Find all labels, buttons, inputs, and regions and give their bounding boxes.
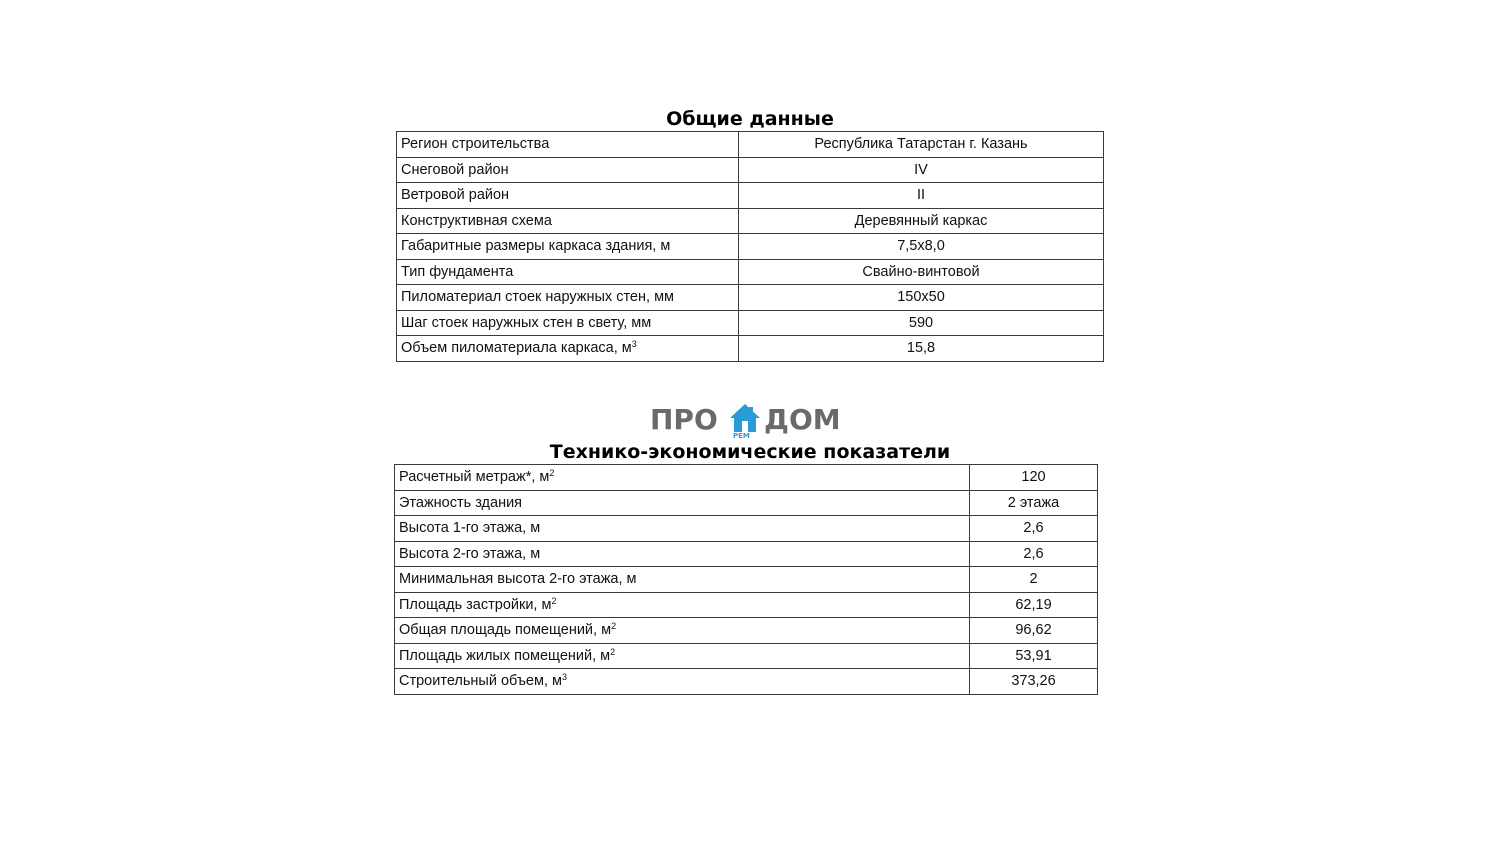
row-label: Тип фундамента bbox=[397, 259, 739, 285]
row-value: Деревянный каркас bbox=[739, 208, 1104, 234]
logo-text-left: ПРО bbox=[650, 403, 718, 436]
row-value: 590 bbox=[739, 310, 1104, 336]
row-label: Регион строительства bbox=[397, 132, 739, 158]
row-value: 120 bbox=[970, 465, 1098, 491]
table-row bbox=[397, 336, 1104, 362]
row-label: Строительный объем, $м^3$ bbox=[395, 669, 970, 695]
table-row bbox=[397, 132, 1104, 158]
unit-exponent: 3 bbox=[631, 339, 637, 350]
unit-exponent: 2 bbox=[551, 595, 557, 606]
row-value: 2 bbox=[970, 567, 1098, 593]
table-row bbox=[397, 259, 1104, 285]
logo-text-right: ДОМ bbox=[764, 403, 841, 436]
row-label: Ветровой район bbox=[397, 183, 739, 209]
row-label: Высота 2-го этажа, м bbox=[395, 541, 970, 567]
table-row bbox=[395, 618, 1098, 644]
row-label: Объем пиломатериала каркаса, $м^3$ bbox=[397, 336, 739, 362]
row-label: Площадь застройки, $м^2$ bbox=[395, 592, 970, 618]
table-row bbox=[395, 465, 1098, 491]
row-label: Общая площадь помещений, $м^2$ bbox=[395, 618, 970, 644]
prodom-logo bbox=[648, 402, 852, 442]
table-row bbox=[397, 208, 1104, 234]
row-label: Высота 1-го этажа, м bbox=[395, 516, 970, 542]
row-value: 7,5х8,0 bbox=[739, 234, 1104, 260]
row-value: Свайно-винтовой bbox=[739, 259, 1104, 285]
table-row bbox=[397, 285, 1104, 311]
row-value: 373,26 bbox=[970, 669, 1098, 695]
tech-indicators-title: Технико-экономические показатели bbox=[549, 441, 951, 463]
row-value: 150х50 bbox=[739, 285, 1104, 311]
unit-exponent: 2 bbox=[610, 646, 616, 657]
table-row bbox=[395, 643, 1098, 669]
row-value: 2 этажа bbox=[970, 490, 1098, 516]
row-label: Шаг стоек наружных стен в свету, мм bbox=[397, 310, 739, 336]
table-row bbox=[397, 183, 1104, 209]
table-row bbox=[397, 310, 1104, 336]
row-value: Республика Татарстан г. Казань bbox=[739, 132, 1104, 158]
row-value: 96,62 bbox=[970, 618, 1098, 644]
logo-subtext: РЕМ bbox=[733, 432, 750, 440]
general-data-table bbox=[396, 131, 1104, 362]
row-value: 53,91 bbox=[970, 643, 1098, 669]
row-label: Расчетный метраж*, $м^2$ bbox=[395, 465, 970, 491]
row-value: 2,6 bbox=[970, 541, 1098, 567]
row-value: IV bbox=[739, 157, 1104, 183]
table-row bbox=[395, 516, 1098, 542]
table-row bbox=[395, 592, 1098, 618]
table-row bbox=[395, 541, 1098, 567]
row-value: 15,8 bbox=[739, 336, 1104, 362]
general-data-title: Общие данные bbox=[666, 108, 834, 130]
row-value: 62,19 bbox=[970, 592, 1098, 618]
row-label: Конструктивная схема bbox=[397, 208, 739, 234]
row-value: 2,6 bbox=[970, 516, 1098, 542]
unit-exponent: 2 bbox=[611, 621, 617, 632]
row-label: Этажность здания bbox=[395, 490, 970, 516]
row-value: II bbox=[739, 183, 1104, 209]
row-label: Площадь жилых помещений, $м^2$ bbox=[395, 643, 970, 669]
row-label: Минимальная высота 2-го этажа, м bbox=[395, 567, 970, 593]
row-label: Габаритные размеры каркаса здания, м bbox=[397, 234, 739, 260]
table-row bbox=[395, 567, 1098, 593]
row-label: Пиломатериал стоек наружных стен, мм bbox=[397, 285, 739, 311]
row-label: Снеговой район bbox=[397, 157, 739, 183]
table-row bbox=[395, 490, 1098, 516]
unit-exponent: 3 bbox=[561, 672, 567, 683]
table-row bbox=[397, 157, 1104, 183]
unit-exponent: 2 bbox=[549, 468, 555, 479]
table-row bbox=[397, 234, 1104, 260]
table-row bbox=[395, 669, 1098, 695]
tech-indicators-table bbox=[394, 464, 1098, 695]
